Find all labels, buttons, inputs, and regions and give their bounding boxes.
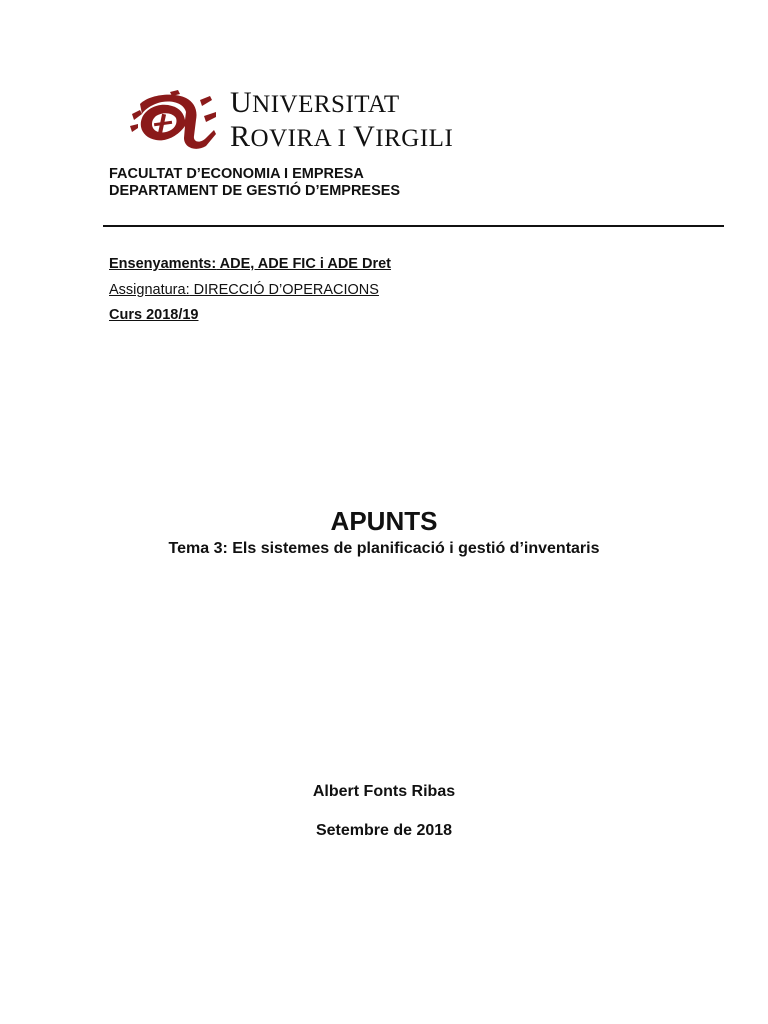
subject-label: Assignatura:	[109, 281, 190, 298]
university-name-line2: ROVIRA I VIRGILI	[230, 120, 454, 153]
header-divider	[103, 225, 724, 227]
department-name: DEPARTAMENT DE GESTIÓ D’EMPRESES	[109, 183, 401, 199]
faculty-block	[109, 166, 400, 200]
university-emblem-icon	[130, 90, 218, 152]
university-name-line1: UNIVERSITAT	[230, 86, 400, 119]
document-subtitle: Tema 3: Els sistemes de planificació i gestió d’inventaris	[168, 540, 600, 557]
course-year: Curs 2018/19	[109, 307, 199, 323]
subject-value: DIRECCIÓ D’OPERACIONS	[189, 281, 379, 298]
faculty-name: FACULTAT D’ECONOMIA I EMPRESA	[109, 166, 364, 182]
university-logo	[130, 86, 454, 154]
subject-line	[109, 278, 391, 304]
studies-value: ADE, ADE FIC i ADE Dret	[216, 256, 392, 272]
studies-label: Ensenyaments:	[109, 256, 217, 272]
university-name	[230, 88, 453, 152]
document-title: APUNTS	[330, 506, 438, 536]
studies-line	[109, 252, 391, 278]
document-date: Setembre de 2018	[315, 822, 453, 839]
course-info	[109, 252, 391, 329]
document-author: Albert Fonts Ribas	[312, 783, 456, 800]
